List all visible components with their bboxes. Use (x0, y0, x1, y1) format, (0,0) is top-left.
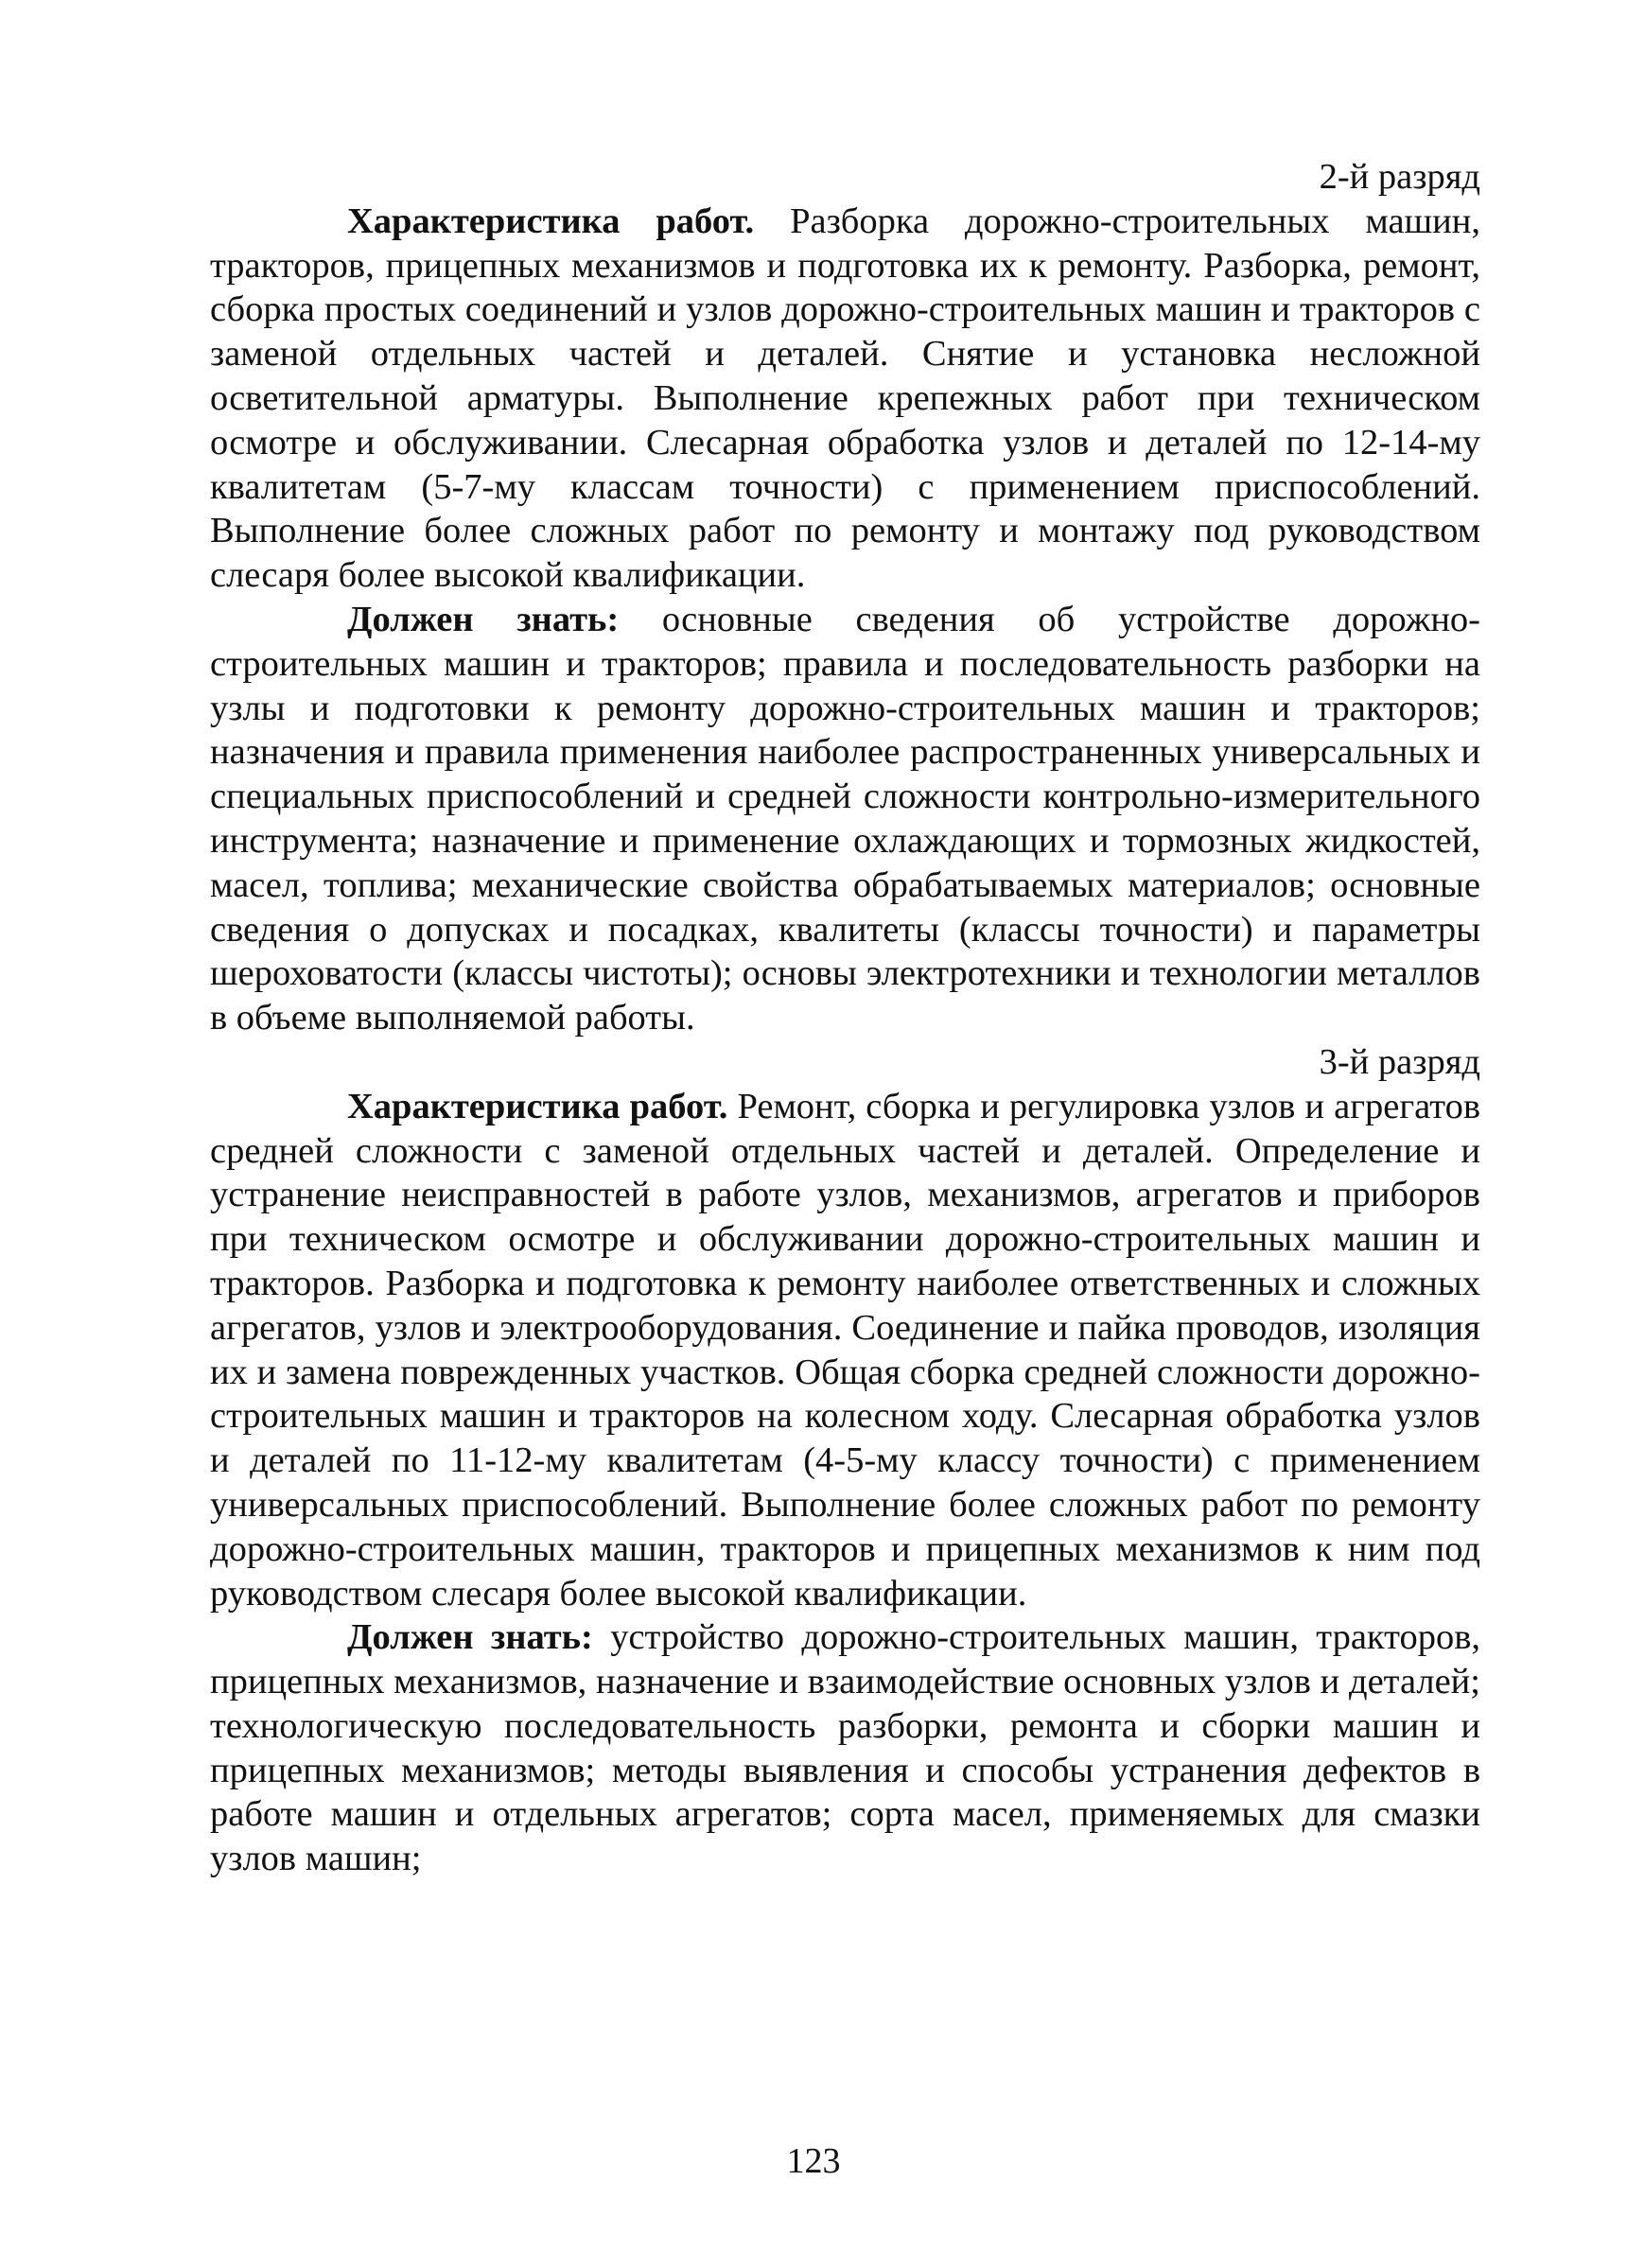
section-grade-2 (210, 155, 1480, 1040)
work-characteristics-text: Ремонт, сборка и регулировка узлов и агрегатов средней сложности с заменой отдельных частей и деталей. Определение и устранение неисправностей в работе узлов, механизмов, агрегатов и приборов при техническом осмотре и обслуживании дорожно-строительных машин и тракторов. Разборка и подготовка к ремонту наиболее ответственных и сложных агрегатов, узлов и электрооборудования. Соединение и пайка проводов, изоляция их и замена поврежденных участков. Общая сборка средней сложности дорожно-строительных машин и тракторов на колесном ходу. Слесарная обработка узлов и деталей по 11-12-му квалитетам (4-5-му классу точности) с применением универсальных приспособлений. Выполнение более сложных работ по ремонту дорожно-строительных машин, тракторов и прицепных механизмов к ним под руководством слесаря более высокой квалификации. (210, 1086, 1480, 1614)
work-characteristics-text: Разборка дорожно-строительных машин, тракторов, прицепных механизмов и подготовка их к ремонту. Разборка, ремонт, сборка простых соединений и узлов дорожно-строительных машин и тракторов с заменой отдельных частей и деталей. Снятие и установка несложной осветительной арматуры. Выполнение крепежных работ при техническом осмотре и обслуживании. Слесарная обработка узлов и деталей по 12-14-му квалитетам (5-7-му классам точности) с применением приспособлений. Выполнение более сложных работ по ремонту и монтажу под руководством слесаря более высокой квалификации. (210, 201, 1481, 596)
required-knowledge-label: Должен знать: (347, 599, 620, 639)
section-grade-3 (210, 1040, 1480, 1881)
work-characteristics-label: Характеристика работ. (347, 201, 755, 241)
required-knowledge-text: устройство дорожно-строительных машин, тракторов, прицепных механизмов, назначение и взаимодействие основных узлов и деталей; технологическую последовательность разборки, ремонта и сборки машин и прицепных механизмов; методы выявления и способы устранения дефектов в работе машин и отдельных агрегатов; сорта масел, применяемых для смазки узлов машин; (210, 1617, 1480, 1879)
required-knowledge-paragraph (210, 598, 1480, 1040)
work-characteristics-label: Характеристика работ. (347, 1086, 728, 1126)
required-knowledge-text: основные сведения об устройстве дорожно-строительных машин и тракторов; правила и последовательность разборки на узлы и подготовки к ремонту дорожно-строительных машин и тракторов; назначения и правила применения наиболее распространенных универсальных и специальных приспособлений и средней сложности контрольно-измерительного инструмента; назначение и применение охлаждающих и тормозных жидкостей, масел, топлива; механические свойства обрабатываемых материалов; основные сведения о допусках и посадках, квалитеты (классы точности) и параметры шероховатости (классы чистоты); основы электротехники и технологии металлов в объеме выполняемой работы. (210, 599, 1480, 1038)
page-number: 123 (786, 2141, 841, 2181)
work-characteristics-paragraph (210, 200, 1480, 598)
grade-heading: 3-й разряд (1319, 1041, 1480, 1082)
work-characteristics-paragraph (210, 1085, 1480, 1616)
page-body (210, 155, 1480, 1881)
grade-heading: 2-й разряд (1319, 157, 1480, 197)
required-knowledge-paragraph (210, 1615, 1480, 1881)
required-knowledge-label: Должен знать: (347, 1617, 593, 1658)
